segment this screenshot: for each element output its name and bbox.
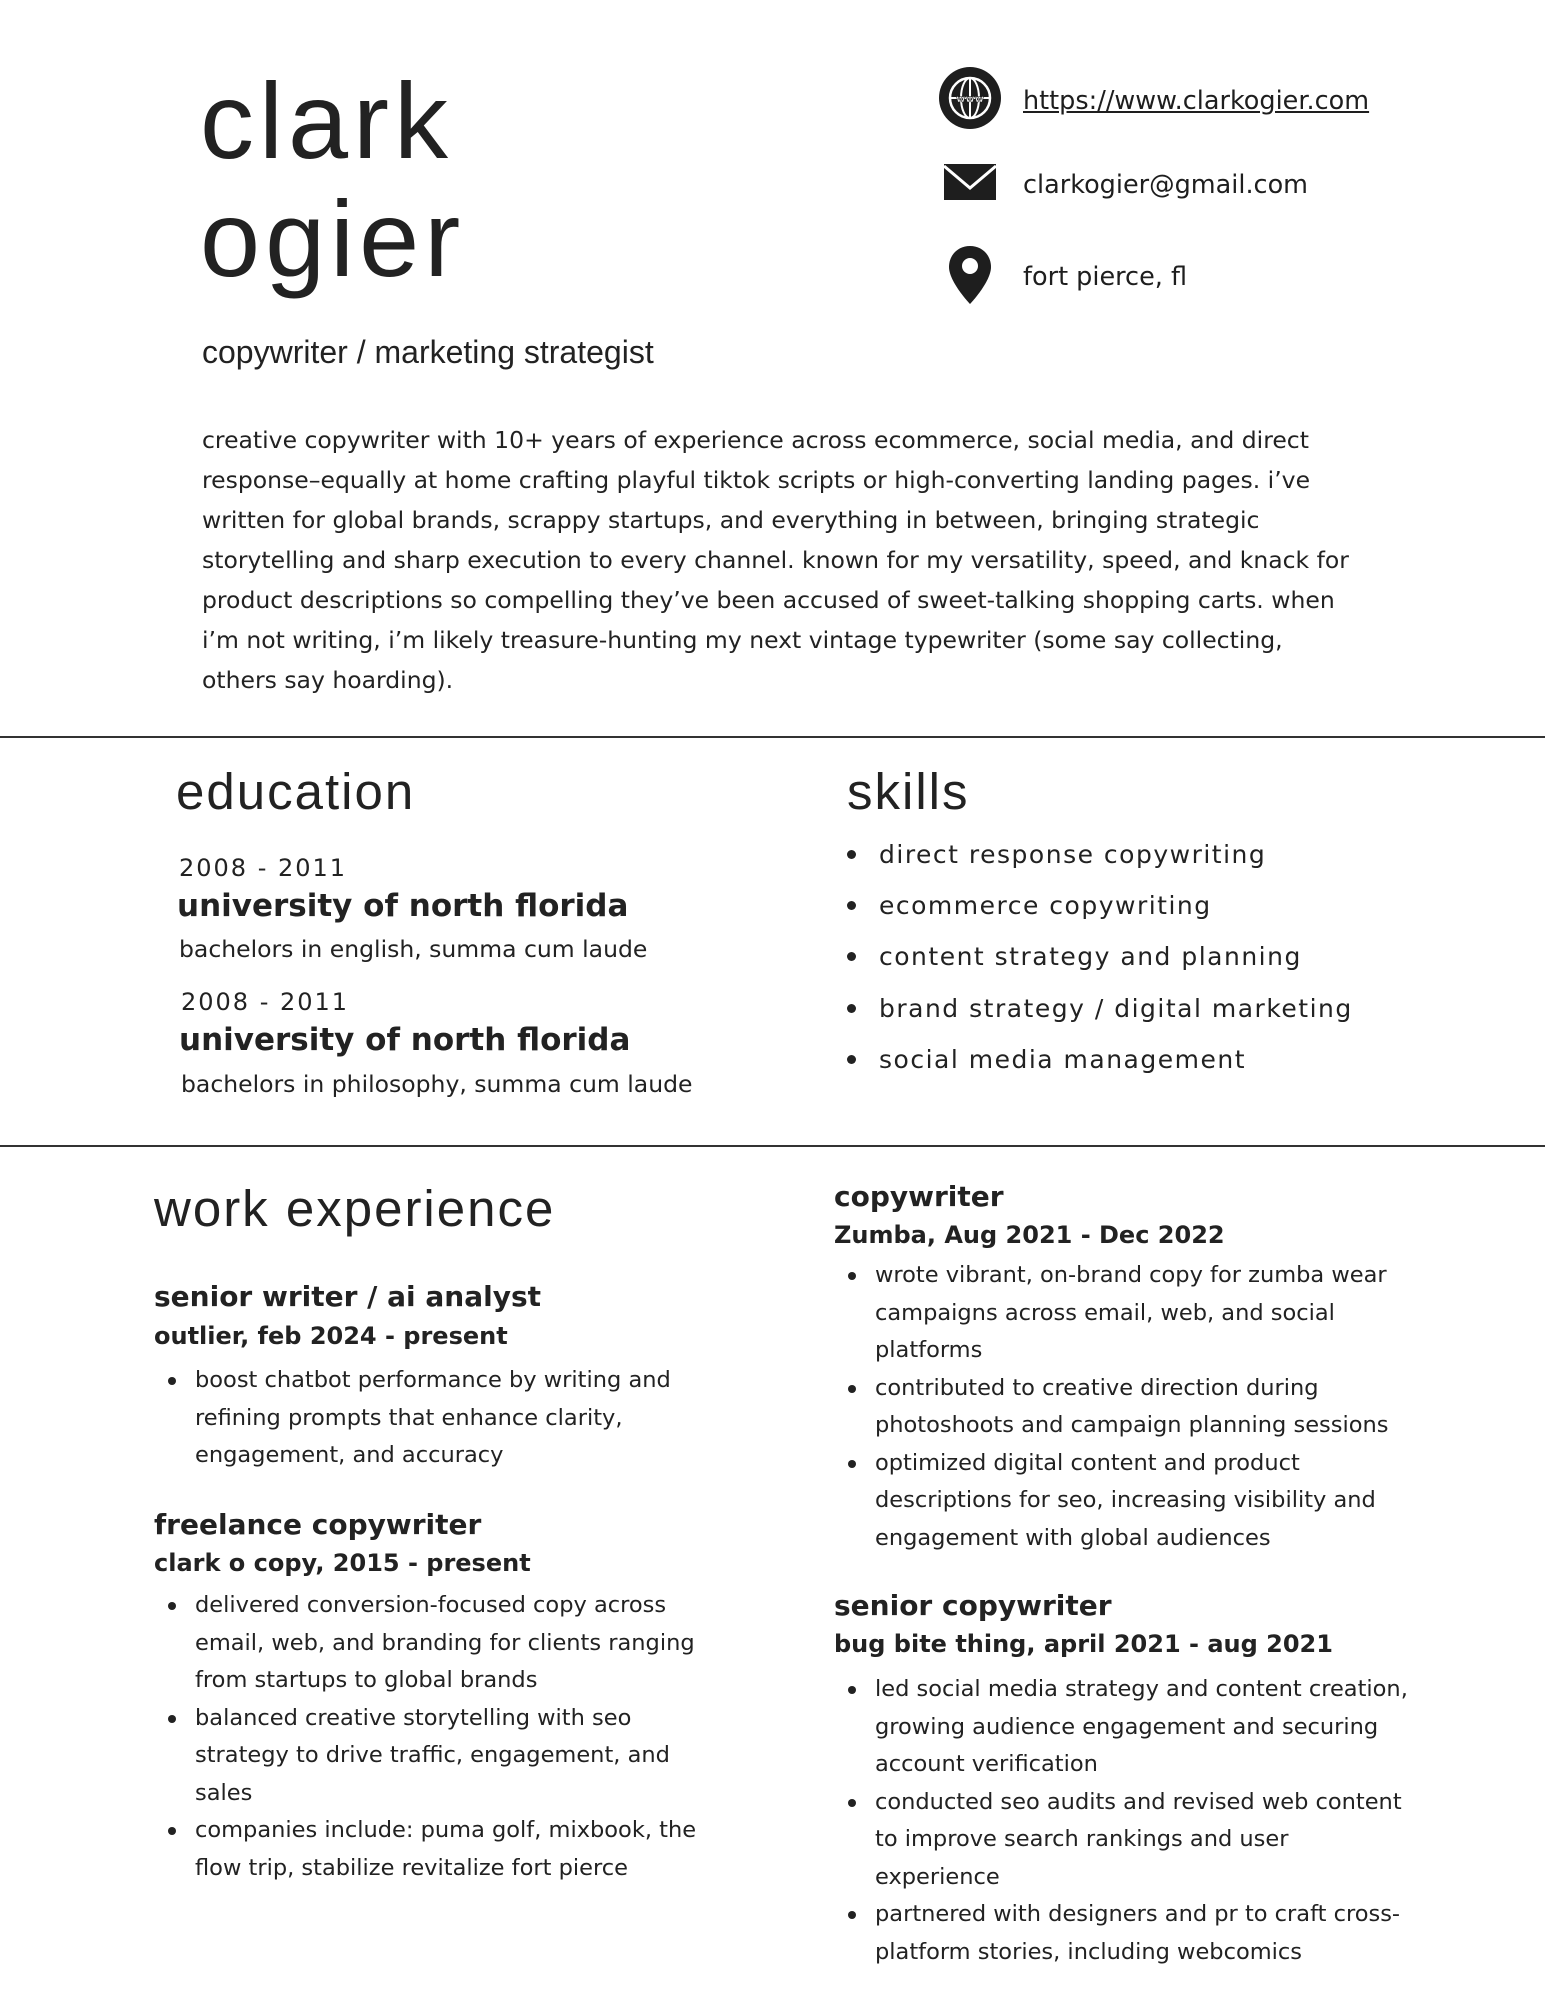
skill-item: social media management bbox=[844, 1045, 1353, 1096]
education-school: university of north florida bbox=[179, 1022, 631, 1058]
job-bullet: delivered conversion-focused copy across email, web, and branding for clients ranging from startups to global brands bbox=[154, 1587, 719, 1700]
job-bullet: partnered with designers and pr to craft cross-platform stories, including webcomics bbox=[834, 1896, 1414, 1971]
job-bullet: balanced creative storytelling with seo strategy to drive traffic, engagement, and sales bbox=[154, 1700, 719, 1813]
job-company-dates: outlier, feb 2024 - present bbox=[154, 1322, 508, 1350]
email-address[interactable]: clarkogier@gmail.com bbox=[1023, 170, 1309, 200]
education-dates: 2008 - 2011 bbox=[181, 988, 350, 1016]
job-bullets bbox=[154, 1587, 719, 1887]
job-bullet: boost chatbot performance by writing and refining prompts that enhance clarity, engagement, and accuracy bbox=[154, 1362, 754, 1475]
contact-email[interactable] bbox=[938, 150, 1498, 220]
job-bullet: companies include: puma golf, mixbook, the flow trip, stabilize revitalize fort pierce bbox=[154, 1812, 719, 1887]
job-bullet: conducted seo audits and revised web content to improve search rankings and user experience bbox=[834, 1784, 1414, 1897]
location-text: fort pierce, fl bbox=[1023, 262, 1188, 292]
job-title: senior writer / ai analyst bbox=[154, 1280, 542, 1313]
education-degree: bachelors in english, summa cum laude bbox=[179, 935, 648, 963]
applicant-name bbox=[200, 62, 760, 298]
skills-heading: skills bbox=[847, 763, 970, 820]
globe-icon bbox=[938, 66, 1002, 130]
work-experience-heading: work experience bbox=[154, 1180, 556, 1237]
job-bullets bbox=[834, 1257, 1389, 1557]
job-bullet: contributed to creative direction during photoshoots and campaign planning sessions bbox=[834, 1370, 1389, 1445]
website-link[interactable]: https://www.clarkogier.com bbox=[1023, 86, 1370, 116]
name-first: clark bbox=[200, 60, 454, 181]
education-dates: 2008 - 2011 bbox=[179, 854, 348, 882]
job-title: senior copywriter bbox=[834, 1589, 1112, 1622]
education-heading: education bbox=[176, 763, 416, 820]
job-bullet: led social media strategy and content creation, growing audience engagement and securing account verification bbox=[834, 1671, 1414, 1784]
contact-location bbox=[938, 242, 1498, 312]
name-last: ogier bbox=[200, 178, 466, 299]
job-company-dates: bug bite thing, april 2021 - aug 2021 bbox=[834, 1630, 1333, 1658]
job-title: freelance copywriter bbox=[154, 1508, 482, 1541]
education-degree: bachelors in philosophy, summa cum laude bbox=[181, 1070, 693, 1098]
envelope-icon bbox=[938, 150, 1002, 214]
section-divider-top bbox=[0, 736, 1545, 738]
skills-list bbox=[844, 840, 1353, 1096]
contact-website[interactable] bbox=[938, 66, 1498, 136]
job-company-dates: clark o copy, 2015 - present bbox=[154, 1549, 531, 1577]
job-tagline: copywriter / marketing strategist bbox=[202, 334, 654, 370]
skill-item: brand strategy / digital marketing bbox=[844, 994, 1353, 1045]
education-school: university of north florida bbox=[177, 888, 629, 924]
section-divider-bottom bbox=[0, 1145, 1545, 1147]
job-bullets bbox=[154, 1362, 754, 1475]
job-company-dates: Zumba, Aug 2021 - Dec 2022 bbox=[834, 1221, 1225, 1249]
job-title: copywriter bbox=[834, 1180, 1004, 1213]
job-bullet: optimized digital content and product descriptions for seo, increasing visibility and engagement with global audiences bbox=[834, 1445, 1389, 1558]
job-bullets bbox=[834, 1671, 1414, 1971]
skill-item: ecommerce copywriting bbox=[844, 891, 1353, 942]
skill-item: direct response copywriting bbox=[844, 840, 1353, 891]
job-bullet: wrote vibrant, on-brand copy for zumba wear campaigns across email, web, and social platforms bbox=[834, 1257, 1389, 1370]
map-pin-icon bbox=[938, 242, 1002, 306]
profile-summary: creative copywriter with 10+ years of experience across ecommerce, social media, and direct response–equally at home crafting playful tiktok scripts or high-converting landing pages. i’ve written for global brands, scrappy startups, and everything in between, bringing strategic storytelling and sharp execution to every channel. known for my versatility, speed, and knack for product descriptions so compelling they’ve been accused of sweet-talking shopping carts. when i’m not writing, i’m likely treasure-hunting my next vintage typewriter (some say collecting, others say hoarding). bbox=[202, 426, 1349, 694]
svg-text:www: www bbox=[956, 94, 984, 105]
skill-item: content strategy and planning bbox=[844, 942, 1353, 993]
